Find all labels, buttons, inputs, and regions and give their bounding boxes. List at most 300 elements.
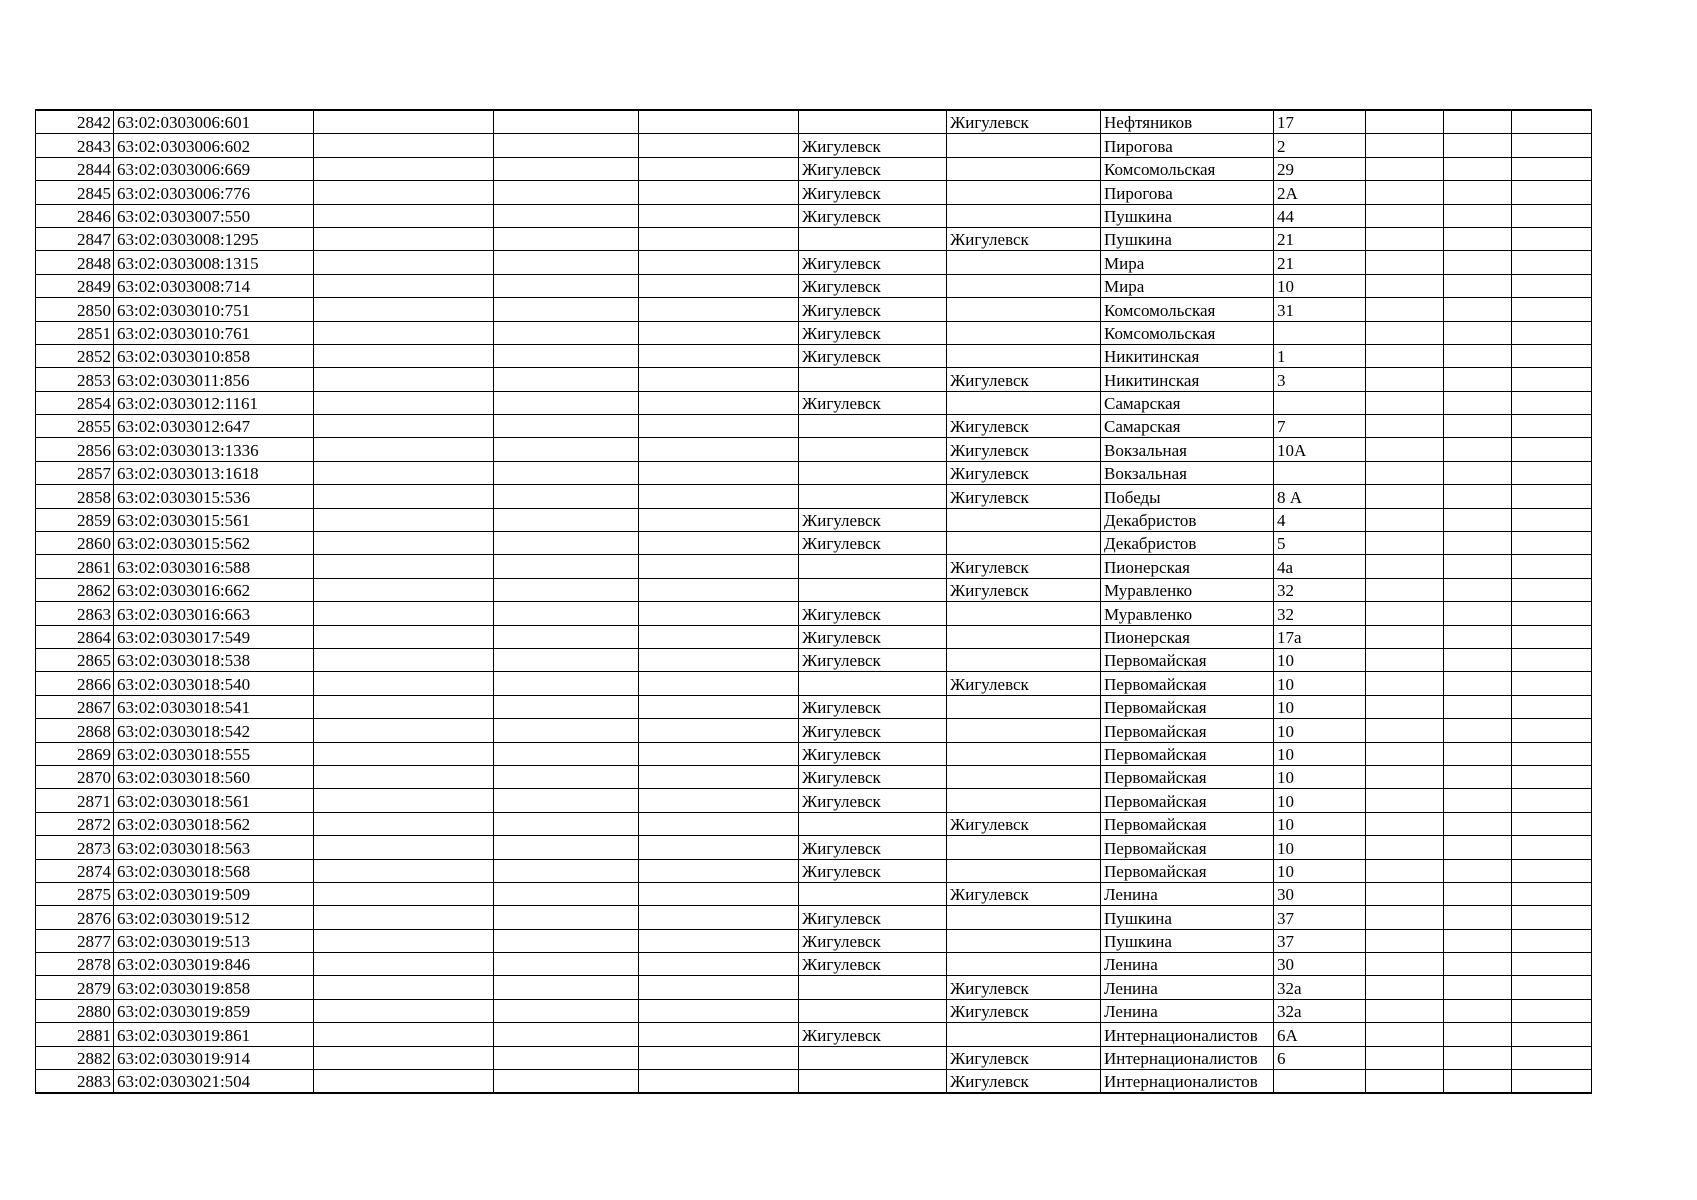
cell-col-3 xyxy=(314,859,494,882)
cell-col-4 xyxy=(494,227,639,250)
cell-col-4 xyxy=(494,578,639,601)
cell-city-a: Жигулевск xyxy=(799,953,947,976)
cell-street: Интернационалистов xyxy=(1101,1070,1274,1094)
cell-street: Мира xyxy=(1101,251,1274,274)
cell-house-number: 10А xyxy=(1274,438,1366,461)
cell-col-4 xyxy=(494,321,639,344)
cell-col-5 xyxy=(639,625,799,648)
cell-city-b: Жигулевск xyxy=(947,438,1101,461)
cell-house-number: 2 xyxy=(1274,134,1366,157)
cell-col-3 xyxy=(314,742,494,765)
cell-city-a xyxy=(799,368,947,391)
cell-col-3 xyxy=(314,227,494,250)
cell-col-10 xyxy=(1366,1070,1444,1094)
cell-row-number: 2873 xyxy=(36,836,114,859)
cell-city-a: Жигулевск xyxy=(799,625,947,648)
cell-city-a xyxy=(799,485,947,508)
cell-row-number: 2883 xyxy=(36,1070,114,1094)
cell-col-11 xyxy=(1444,929,1512,952)
cell-col-5 xyxy=(639,181,799,204)
cell-col-3 xyxy=(314,157,494,180)
cell-house-number: 10 xyxy=(1274,812,1366,835)
cell-col-10 xyxy=(1366,321,1444,344)
cell-street: Ленина xyxy=(1101,976,1274,999)
cell-col-5 xyxy=(639,134,799,157)
cell-row-number: 2843 xyxy=(36,134,114,157)
cell-col-3 xyxy=(314,648,494,671)
cell-col-5 xyxy=(639,953,799,976)
cell-house-number: 6А xyxy=(1274,1023,1366,1046)
cell-col-4 xyxy=(494,953,639,976)
cell-col-10 xyxy=(1366,461,1444,484)
cell-col-3 xyxy=(314,719,494,742)
cell-cadastral-number: 63:02:0303016:662 xyxy=(114,578,314,601)
cell-col-4 xyxy=(494,625,639,648)
cell-col-12 xyxy=(1512,578,1592,601)
cell-city-b: Жигулевск xyxy=(947,882,1101,905)
cell-row-number: 2870 xyxy=(36,765,114,788)
cell-col-5 xyxy=(639,204,799,227)
cell-city-b: Жигулевск xyxy=(947,578,1101,601)
cell-row-number: 2876 xyxy=(36,906,114,929)
cell-house-number: 29 xyxy=(1274,157,1366,180)
cell-city-b xyxy=(947,719,1101,742)
cell-city-a xyxy=(799,438,947,461)
cell-col-3 xyxy=(314,882,494,905)
cell-col-11 xyxy=(1444,298,1512,321)
cell-col-5 xyxy=(639,602,799,625)
cell-col-3 xyxy=(314,461,494,484)
cell-col-3 xyxy=(314,274,494,297)
cell-col-5 xyxy=(639,812,799,835)
cell-city-a xyxy=(799,415,947,438)
cell-col-3 xyxy=(314,1070,494,1094)
cell-col-3 xyxy=(314,204,494,227)
table-row xyxy=(36,719,1592,742)
cell-col-11 xyxy=(1444,695,1512,718)
cell-street: Первомайская xyxy=(1101,836,1274,859)
cell-row-number: 2852 xyxy=(36,344,114,367)
cell-col-12 xyxy=(1512,251,1592,274)
cell-col-12 xyxy=(1512,134,1592,157)
cell-col-10 xyxy=(1366,648,1444,671)
cell-street: Первомайская xyxy=(1101,859,1274,882)
cell-street: Муравленко xyxy=(1101,602,1274,625)
cell-col-12 xyxy=(1512,555,1592,578)
cell-city-a xyxy=(799,461,947,484)
cell-city-a: Жигулевск xyxy=(799,765,947,788)
cell-cadastral-number: 63:02:0303007:550 xyxy=(114,204,314,227)
cell-street: Пушкина xyxy=(1101,204,1274,227)
table-row xyxy=(36,906,1592,929)
cell-col-11 xyxy=(1444,461,1512,484)
cell-col-11 xyxy=(1444,227,1512,250)
cell-cadastral-number: 63:02:0303015:536 xyxy=(114,485,314,508)
cell-col-12 xyxy=(1512,602,1592,625)
cell-col-12 xyxy=(1512,181,1592,204)
cell-city-b: Жигулевск xyxy=(947,1070,1101,1094)
cell-col-3 xyxy=(314,344,494,367)
cell-col-10 xyxy=(1366,953,1444,976)
cell-col-12 xyxy=(1512,274,1592,297)
cell-row-number: 2842 xyxy=(36,110,114,134)
cell-col-5 xyxy=(639,438,799,461)
cell-house-number: 32 xyxy=(1274,602,1366,625)
cell-col-5 xyxy=(639,555,799,578)
cell-col-4 xyxy=(494,812,639,835)
cell-city-a: Жигулевск xyxy=(799,906,947,929)
cell-house-number: 10 xyxy=(1274,695,1366,718)
cell-col-11 xyxy=(1444,812,1512,835)
cell-row-number: 2871 xyxy=(36,789,114,812)
cell-street: Первомайская xyxy=(1101,812,1274,835)
cell-col-4 xyxy=(494,602,639,625)
cell-row-number: 2877 xyxy=(36,929,114,952)
cell-col-12 xyxy=(1512,157,1592,180)
cell-city-a: Жигулевск xyxy=(799,274,947,297)
cell-house-number: 32а xyxy=(1274,999,1366,1022)
cell-house-number: 17 xyxy=(1274,110,1366,134)
cell-street: Первомайская xyxy=(1101,719,1274,742)
cell-col-3 xyxy=(314,999,494,1022)
table-row xyxy=(36,695,1592,718)
cell-col-4 xyxy=(494,836,639,859)
cell-street: Ленина xyxy=(1101,953,1274,976)
cell-cadastral-number: 63:02:0303017:549 xyxy=(114,625,314,648)
cell-house-number: 6 xyxy=(1274,1046,1366,1069)
cell-col-3 xyxy=(314,134,494,157)
cell-cadastral-number: 63:02:0303019:509 xyxy=(114,882,314,905)
cell-col-11 xyxy=(1444,181,1512,204)
cell-street: Комсомольская xyxy=(1101,157,1274,180)
cell-col-3 xyxy=(314,1046,494,1069)
cell-col-5 xyxy=(639,251,799,274)
cell-row-number: 2858 xyxy=(36,485,114,508)
cell-row-number: 2862 xyxy=(36,578,114,601)
table-row xyxy=(36,508,1592,531)
cell-city-a xyxy=(799,1070,947,1094)
cell-col-3 xyxy=(314,508,494,531)
cell-col-10 xyxy=(1366,789,1444,812)
cell-row-number: 2879 xyxy=(36,976,114,999)
cell-col-4 xyxy=(494,859,639,882)
cell-cadastral-number: 63:02:0303008:1295 xyxy=(114,227,314,250)
cell-row-number: 2878 xyxy=(36,953,114,976)
cell-col-4 xyxy=(494,532,639,555)
cell-city-b xyxy=(947,532,1101,555)
cell-street: Пирогова xyxy=(1101,134,1274,157)
cell-col-3 xyxy=(314,836,494,859)
cell-street: Самарская xyxy=(1101,391,1274,414)
cell-house-number: 31 xyxy=(1274,298,1366,321)
table-row xyxy=(36,602,1592,625)
cell-col-3 xyxy=(314,695,494,718)
cell-col-4 xyxy=(494,391,639,414)
cell-col-10 xyxy=(1366,976,1444,999)
cell-city-a xyxy=(799,578,947,601)
cell-row-number: 2846 xyxy=(36,204,114,227)
cell-street: Пушкина xyxy=(1101,906,1274,929)
cell-cadastral-number: 63:02:0303018:538 xyxy=(114,648,314,671)
table-row xyxy=(36,181,1592,204)
cell-city-b: Жигулевск xyxy=(947,555,1101,578)
cell-col-12 xyxy=(1512,859,1592,882)
cell-street: Пионерская xyxy=(1101,555,1274,578)
cell-col-11 xyxy=(1444,532,1512,555)
cell-col-5 xyxy=(639,461,799,484)
table-row xyxy=(36,274,1592,297)
cell-col-10 xyxy=(1366,298,1444,321)
cell-city-a: Жигулевск xyxy=(799,602,947,625)
cell-col-4 xyxy=(494,742,639,765)
table-row xyxy=(36,415,1592,438)
table-row xyxy=(36,789,1592,812)
cell-col-3 xyxy=(314,765,494,788)
cell-city-a: Жигулевск xyxy=(799,204,947,227)
cell-house-number xyxy=(1274,321,1366,344)
cell-city-a: Жигулевск xyxy=(799,157,947,180)
cell-cadastral-number: 63:02:0303018:540 xyxy=(114,672,314,695)
cell-col-4 xyxy=(494,251,639,274)
cell-street: Комсомольская xyxy=(1101,298,1274,321)
cell-col-10 xyxy=(1366,227,1444,250)
cell-house-number: 10 xyxy=(1274,719,1366,742)
cell-city-a xyxy=(799,227,947,250)
cell-col-3 xyxy=(314,438,494,461)
cell-house-number: 44 xyxy=(1274,204,1366,227)
cell-street: Никитинская xyxy=(1101,344,1274,367)
cell-cadastral-number: 63:02:0303019:914 xyxy=(114,1046,314,1069)
cell-col-11 xyxy=(1444,882,1512,905)
cell-col-10 xyxy=(1366,532,1444,555)
cell-city-a: Жигулевск xyxy=(799,929,947,952)
cell-house-number: 10 xyxy=(1274,765,1366,788)
cell-row-number: 2849 xyxy=(36,274,114,297)
cell-col-5 xyxy=(639,695,799,718)
cell-city-b: Жигулевск xyxy=(947,812,1101,835)
cell-street: Ленина xyxy=(1101,999,1274,1022)
cell-col-12 xyxy=(1512,648,1592,671)
cell-row-number: 2859 xyxy=(36,508,114,531)
cell-row-number: 2853 xyxy=(36,368,114,391)
cell-col-3 xyxy=(314,578,494,601)
cell-col-10 xyxy=(1366,438,1444,461)
cell-col-5 xyxy=(639,532,799,555)
cell-col-5 xyxy=(639,929,799,952)
cell-street: Мира xyxy=(1101,274,1274,297)
cell-city-b xyxy=(947,695,1101,718)
cell-col-5 xyxy=(639,719,799,742)
data-table xyxy=(35,109,1592,1094)
cell-row-number: 2864 xyxy=(36,625,114,648)
cell-street: Вокзальная xyxy=(1101,461,1274,484)
cell-cadastral-number: 63:02:0303013:1336 xyxy=(114,438,314,461)
table-row xyxy=(36,765,1592,788)
cell-city-a: Жигулевск xyxy=(799,181,947,204)
cell-col-4 xyxy=(494,976,639,999)
cell-col-12 xyxy=(1512,765,1592,788)
cell-city-b xyxy=(947,836,1101,859)
cell-col-4 xyxy=(494,438,639,461)
cell-cadastral-number: 63:02:0303018:563 xyxy=(114,836,314,859)
cell-col-11 xyxy=(1444,555,1512,578)
cell-col-12 xyxy=(1512,789,1592,812)
cell-city-a: Жигулевск xyxy=(799,251,947,274)
cell-col-12 xyxy=(1512,227,1592,250)
cell-col-4 xyxy=(494,344,639,367)
cell-city-a xyxy=(799,999,947,1022)
cell-col-11 xyxy=(1444,953,1512,976)
cell-col-12 xyxy=(1512,298,1592,321)
cell-col-10 xyxy=(1366,695,1444,718)
table-row xyxy=(36,742,1592,765)
table-row xyxy=(36,227,1592,250)
table-row xyxy=(36,836,1592,859)
cell-col-5 xyxy=(639,1046,799,1069)
cell-city-b xyxy=(947,859,1101,882)
table-row xyxy=(36,976,1592,999)
cell-col-10 xyxy=(1366,157,1444,180)
cell-col-11 xyxy=(1444,765,1512,788)
table-row xyxy=(36,204,1592,227)
cell-row-number: 2851 xyxy=(36,321,114,344)
cell-street: Вокзальная xyxy=(1101,438,1274,461)
table-row xyxy=(36,1070,1592,1094)
cell-city-a: Жигулевск xyxy=(799,789,947,812)
cell-cadastral-number: 63:02:0303019:858 xyxy=(114,976,314,999)
cell-col-12 xyxy=(1512,461,1592,484)
cell-city-a xyxy=(799,976,947,999)
cell-col-4 xyxy=(494,648,639,671)
table-row xyxy=(36,1023,1592,1046)
cell-city-b xyxy=(947,953,1101,976)
cell-cadastral-number: 63:02:0303018:560 xyxy=(114,765,314,788)
cell-col-5 xyxy=(639,110,799,134)
cell-col-3 xyxy=(314,391,494,414)
cell-col-3 xyxy=(314,415,494,438)
cell-house-number: 7 xyxy=(1274,415,1366,438)
cell-row-number: 2869 xyxy=(36,742,114,765)
cell-col-4 xyxy=(494,181,639,204)
cell-col-5 xyxy=(639,999,799,1022)
table-row xyxy=(36,391,1592,414)
cell-city-b xyxy=(947,251,1101,274)
cell-city-b xyxy=(947,298,1101,321)
cell-row-number: 2860 xyxy=(36,532,114,555)
cell-col-11 xyxy=(1444,368,1512,391)
cell-house-number: 30 xyxy=(1274,882,1366,905)
cell-col-3 xyxy=(314,485,494,508)
table-row xyxy=(36,648,1592,671)
cell-cadastral-number: 63:02:0303006:776 xyxy=(114,181,314,204)
cell-house-number: 10 xyxy=(1274,789,1366,812)
cell-street: Пушкина xyxy=(1101,929,1274,952)
cell-col-10 xyxy=(1366,555,1444,578)
cell-house-number: 4а xyxy=(1274,555,1366,578)
cell-col-11 xyxy=(1444,648,1512,671)
cell-city-a: Жигулевск xyxy=(799,859,947,882)
cell-col-10 xyxy=(1366,929,1444,952)
cell-col-11 xyxy=(1444,999,1512,1022)
cell-col-5 xyxy=(639,1023,799,1046)
cell-city-b: Жигулевск xyxy=(947,485,1101,508)
cell-row-number: 2848 xyxy=(36,251,114,274)
cell-row-number: 2875 xyxy=(36,882,114,905)
cell-col-11 xyxy=(1444,157,1512,180)
cell-street: Пушкина xyxy=(1101,227,1274,250)
cell-col-10 xyxy=(1366,999,1444,1022)
cell-house-number xyxy=(1274,1070,1366,1094)
cell-cadastral-number: 63:02:0303016:663 xyxy=(114,602,314,625)
cell-col-12 xyxy=(1512,391,1592,414)
cell-col-10 xyxy=(1366,859,1444,882)
cell-house-number: 10 xyxy=(1274,274,1366,297)
cell-col-10 xyxy=(1366,672,1444,695)
cell-street: Первомайская xyxy=(1101,765,1274,788)
cell-col-10 xyxy=(1366,1046,1444,1069)
cell-col-11 xyxy=(1444,344,1512,367)
cell-street: Первомайская xyxy=(1101,789,1274,812)
cell-col-5 xyxy=(639,882,799,905)
cell-city-b: Жигулевск xyxy=(947,415,1101,438)
cell-cadastral-number: 63:02:0303019:846 xyxy=(114,953,314,976)
cell-col-12 xyxy=(1512,719,1592,742)
table-row xyxy=(36,672,1592,695)
cell-city-a xyxy=(799,882,947,905)
cell-col-11 xyxy=(1444,672,1512,695)
cell-city-b xyxy=(947,625,1101,648)
cell-col-12 xyxy=(1512,415,1592,438)
cell-col-10 xyxy=(1366,391,1444,414)
cell-city-b: Жигулевск xyxy=(947,227,1101,250)
cell-house-number: 10 xyxy=(1274,672,1366,695)
cell-col-10 xyxy=(1366,368,1444,391)
cell-col-4 xyxy=(494,415,639,438)
cell-city-a: Жигулевск xyxy=(799,695,947,718)
cell-city-b xyxy=(947,929,1101,952)
cell-col-4 xyxy=(494,298,639,321)
cell-col-5 xyxy=(639,227,799,250)
cell-cadastral-number: 63:02:0303011:856 xyxy=(114,368,314,391)
cell-col-10 xyxy=(1366,625,1444,648)
cell-col-5 xyxy=(639,415,799,438)
cell-city-b xyxy=(947,906,1101,929)
cell-col-4 xyxy=(494,695,639,718)
cell-col-12 xyxy=(1512,204,1592,227)
table-row xyxy=(36,368,1592,391)
cell-city-a: Жигулевск xyxy=(799,1023,947,1046)
table-row xyxy=(36,298,1592,321)
cell-col-10 xyxy=(1366,812,1444,835)
cell-col-12 xyxy=(1512,110,1592,134)
cell-col-3 xyxy=(314,181,494,204)
cell-col-3 xyxy=(314,953,494,976)
cell-col-5 xyxy=(639,368,799,391)
cell-col-11 xyxy=(1444,836,1512,859)
cell-city-b: Жигулевск xyxy=(947,1046,1101,1069)
cell-col-3 xyxy=(314,555,494,578)
cell-city-b xyxy=(947,602,1101,625)
cell-house-number: 17а xyxy=(1274,625,1366,648)
cell-city-b: Жигулевск xyxy=(947,110,1101,134)
cell-city-a: Жигулевск xyxy=(799,719,947,742)
cell-col-11 xyxy=(1444,274,1512,297)
cell-col-11 xyxy=(1444,415,1512,438)
cell-cadastral-number: 63:02:0303012:1161 xyxy=(114,391,314,414)
table-row xyxy=(36,999,1592,1022)
cell-cadastral-number: 63:02:0303010:858 xyxy=(114,344,314,367)
cell-col-10 xyxy=(1366,602,1444,625)
